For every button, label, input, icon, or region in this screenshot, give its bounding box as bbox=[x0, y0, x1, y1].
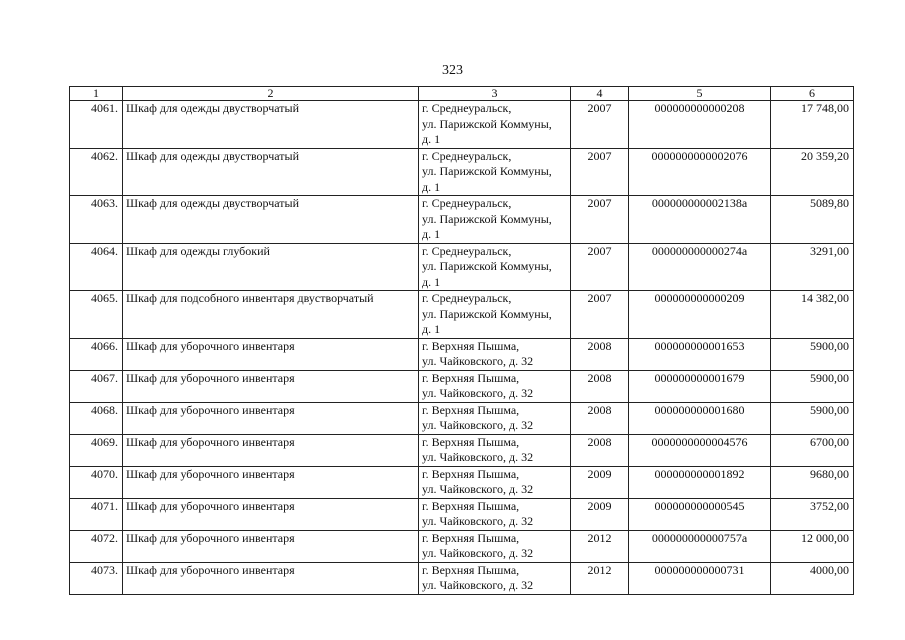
address-line: ул. Парижской Коммуны, bbox=[422, 211, 552, 226]
book-value: 5089,80 bbox=[771, 196, 854, 244]
item-address bbox=[419, 402, 571, 434]
acquisition-year: 2008 bbox=[571, 370, 629, 402]
address-line: ул. Чайковского, д. 32 bbox=[422, 418, 534, 432]
acquisition-year: 2012 bbox=[571, 562, 629, 594]
book-value: 5900,00 bbox=[771, 338, 854, 370]
property-register-table bbox=[69, 86, 854, 595]
item-address bbox=[419, 291, 571, 339]
acquisition-year: 2008 bbox=[571, 434, 629, 466]
address-line: г. Верхняя Пышма, bbox=[422, 370, 520, 385]
inventory-number: 000000000000274а bbox=[629, 243, 771, 291]
inventory-number: 000000000000209 bbox=[629, 291, 771, 339]
item-name: Шкаф для уборочного инвентаря bbox=[123, 562, 419, 594]
address-line: г. Верхняя Пышма, bbox=[422, 530, 520, 545]
address-line: г. Верхняя Пышма, bbox=[422, 434, 520, 449]
column-header-5: 5 bbox=[629, 87, 771, 101]
item-name: Шкаф для одежды глубокий bbox=[123, 243, 419, 291]
item-name: Шкаф для уборочного инвентаря bbox=[123, 530, 419, 562]
table-row bbox=[70, 402, 854, 434]
inventory-number: 000000000001679 bbox=[629, 370, 771, 402]
address-line: ул. Чайковского, д. 32 bbox=[422, 482, 534, 496]
row-number: 4066. bbox=[70, 338, 123, 370]
table-row bbox=[70, 101, 854, 149]
address-line: ул. Чайковского, д. 32 bbox=[422, 450, 534, 464]
address-line: ул. Чайковского, д. 32 bbox=[422, 386, 534, 400]
acquisition-year: 2007 bbox=[571, 101, 629, 149]
column-header-2: 2 bbox=[123, 87, 419, 101]
address-line: г. Среднеуральск, bbox=[422, 148, 512, 163]
book-value: 14 382,00 bbox=[771, 291, 854, 339]
address-line: ул. Парижской Коммуны, bbox=[422, 164, 552, 178]
row-number: 4072. bbox=[70, 530, 123, 562]
book-value: 5900,00 bbox=[771, 402, 854, 434]
book-value: 5900,00 bbox=[771, 370, 854, 402]
item-name: Шкаф для уборочного инвентаря bbox=[123, 402, 419, 434]
row-number: 4065. bbox=[70, 291, 123, 339]
acquisition-year: 2009 bbox=[571, 498, 629, 530]
address-line: г. Среднеуральск, bbox=[422, 101, 512, 115]
address-line: г. Верхняя Пышма, bbox=[422, 498, 520, 513]
acquisition-year: 2007 bbox=[571, 148, 629, 196]
item-address bbox=[419, 498, 571, 530]
acquisition-year: 2012 bbox=[571, 530, 629, 562]
row-number: 4062. bbox=[70, 148, 123, 196]
inventory-number: 000000000000545 bbox=[629, 498, 771, 530]
inventory-number: 000000000000757а bbox=[629, 530, 771, 562]
inventory-number: 000000000002138а bbox=[629, 196, 771, 244]
acquisition-year: 2007 bbox=[571, 243, 629, 291]
table-body bbox=[70, 101, 854, 595]
address-line: г. Среднеуральск, bbox=[422, 291, 512, 305]
address-line: д. 1 bbox=[422, 132, 441, 146]
book-value: 3752,00 bbox=[771, 498, 854, 530]
item-name: Шкаф для подсобного инвентаря двустворчатый bbox=[123, 291, 419, 339]
address-line: ул. Парижской Коммуны, bbox=[422, 306, 552, 321]
item-name: Шкаф для уборочного инвентаря bbox=[123, 498, 419, 530]
column-header-4: 4 bbox=[571, 87, 629, 101]
inventory-number: 0000000000002076 bbox=[629, 148, 771, 196]
table-row bbox=[70, 562, 854, 594]
address-line: ул. Парижской Коммуны, bbox=[422, 259, 552, 273]
column-header-3: 3 bbox=[419, 87, 571, 101]
item-address bbox=[419, 466, 571, 498]
acquisition-year: 2008 bbox=[571, 402, 629, 434]
table-row bbox=[70, 370, 854, 402]
item-name: Шкаф для уборочного инвентаря bbox=[123, 466, 419, 498]
row-number: 4073. bbox=[70, 562, 123, 594]
item-address bbox=[419, 101, 571, 149]
address-line: ул. Чайковского, д. 32 bbox=[422, 546, 534, 560]
item-address bbox=[419, 243, 571, 291]
address-line: ул. Чайковского, д. 32 bbox=[422, 578, 534, 592]
item-name: Шкаф для уборочного инвентаря bbox=[123, 434, 419, 466]
acquisition-year: 2008 bbox=[571, 338, 629, 370]
inventory-number: 000000000001892 bbox=[629, 466, 771, 498]
address-line: д. 1 bbox=[422, 179, 441, 194]
item-name: Шкаф для одежды двустворчатый bbox=[123, 148, 419, 196]
table-row bbox=[70, 243, 854, 291]
address-line: д. 1 bbox=[422, 227, 441, 241]
address-line: д. 1 bbox=[422, 322, 441, 336]
item-address bbox=[419, 338, 571, 370]
inventory-number: 000000000001653 bbox=[629, 338, 771, 370]
inventory-number: 0000000000004576 bbox=[629, 434, 771, 466]
table-row bbox=[70, 434, 854, 466]
address-line: г. Среднеуральск, bbox=[422, 243, 512, 258]
address-line: д. 1 bbox=[422, 274, 441, 289]
row-number: 4067. bbox=[70, 370, 123, 402]
address-line: ул. Чайковского, д. 32 bbox=[422, 354, 534, 368]
table-row bbox=[70, 466, 854, 498]
book-value: 17 748,00 bbox=[771, 101, 854, 149]
row-number: 4063. bbox=[70, 196, 123, 244]
acquisition-year: 2007 bbox=[571, 291, 629, 339]
book-value: 12 000,00 bbox=[771, 530, 854, 562]
address-line: г. Верхняя Пышма, bbox=[422, 562, 520, 577]
item-name: Шкаф для уборочного инвентаря bbox=[123, 338, 419, 370]
column-header-1: 1 bbox=[70, 87, 123, 101]
acquisition-year: 2009 bbox=[571, 466, 629, 498]
table-row bbox=[70, 291, 854, 339]
inventory-number: 000000000000731 bbox=[629, 562, 771, 594]
table-row bbox=[70, 338, 854, 370]
book-value: 6700,00 bbox=[771, 434, 854, 466]
page-number: 323 bbox=[442, 63, 463, 78]
row-number: 4068. bbox=[70, 402, 123, 434]
table-row bbox=[70, 498, 854, 530]
row-number: 4070. bbox=[70, 466, 123, 498]
item-address bbox=[419, 434, 571, 466]
table-row bbox=[70, 148, 854, 196]
book-value: 4000,00 bbox=[771, 562, 854, 594]
address-line: ул. Парижской Коммуны, bbox=[422, 116, 552, 131]
inventory-number: 000000000001680 bbox=[629, 402, 771, 434]
address-line: г. Верхняя Пышма, bbox=[422, 338, 520, 353]
item-address bbox=[419, 196, 571, 244]
item-name: Шкаф для уборочного инвентаря bbox=[123, 370, 419, 402]
address-line: г. Верхняя Пышма, bbox=[422, 402, 520, 417]
address-line: г. Верхняя Пышма, bbox=[422, 466, 520, 481]
row-number: 4061. bbox=[70, 101, 123, 149]
address-line: г. Среднеуральск, bbox=[422, 196, 512, 210]
acquisition-year: 2007 bbox=[571, 196, 629, 244]
inventory-number: 000000000000208 bbox=[629, 101, 771, 149]
item-name: Шкаф для одежды двустворчатый bbox=[123, 101, 419, 149]
column-header-6: 6 bbox=[771, 87, 854, 101]
header-row bbox=[70, 87, 854, 101]
book-value: 20 359,20 bbox=[771, 148, 854, 196]
item-address bbox=[419, 530, 571, 562]
item-address bbox=[419, 370, 571, 402]
table-row bbox=[70, 196, 854, 244]
item-address bbox=[419, 562, 571, 594]
book-value: 3291,00 bbox=[771, 243, 854, 291]
row-number: 4071. bbox=[70, 498, 123, 530]
address-line: ул. Чайковского, д. 32 bbox=[422, 514, 534, 528]
item-address bbox=[419, 148, 571, 196]
table-row bbox=[70, 530, 854, 562]
book-value: 9680,00 bbox=[771, 466, 854, 498]
row-number: 4064. bbox=[70, 243, 123, 291]
item-name: Шкаф для одежды двустворчатый bbox=[123, 196, 419, 244]
row-number: 4069. bbox=[70, 434, 123, 466]
